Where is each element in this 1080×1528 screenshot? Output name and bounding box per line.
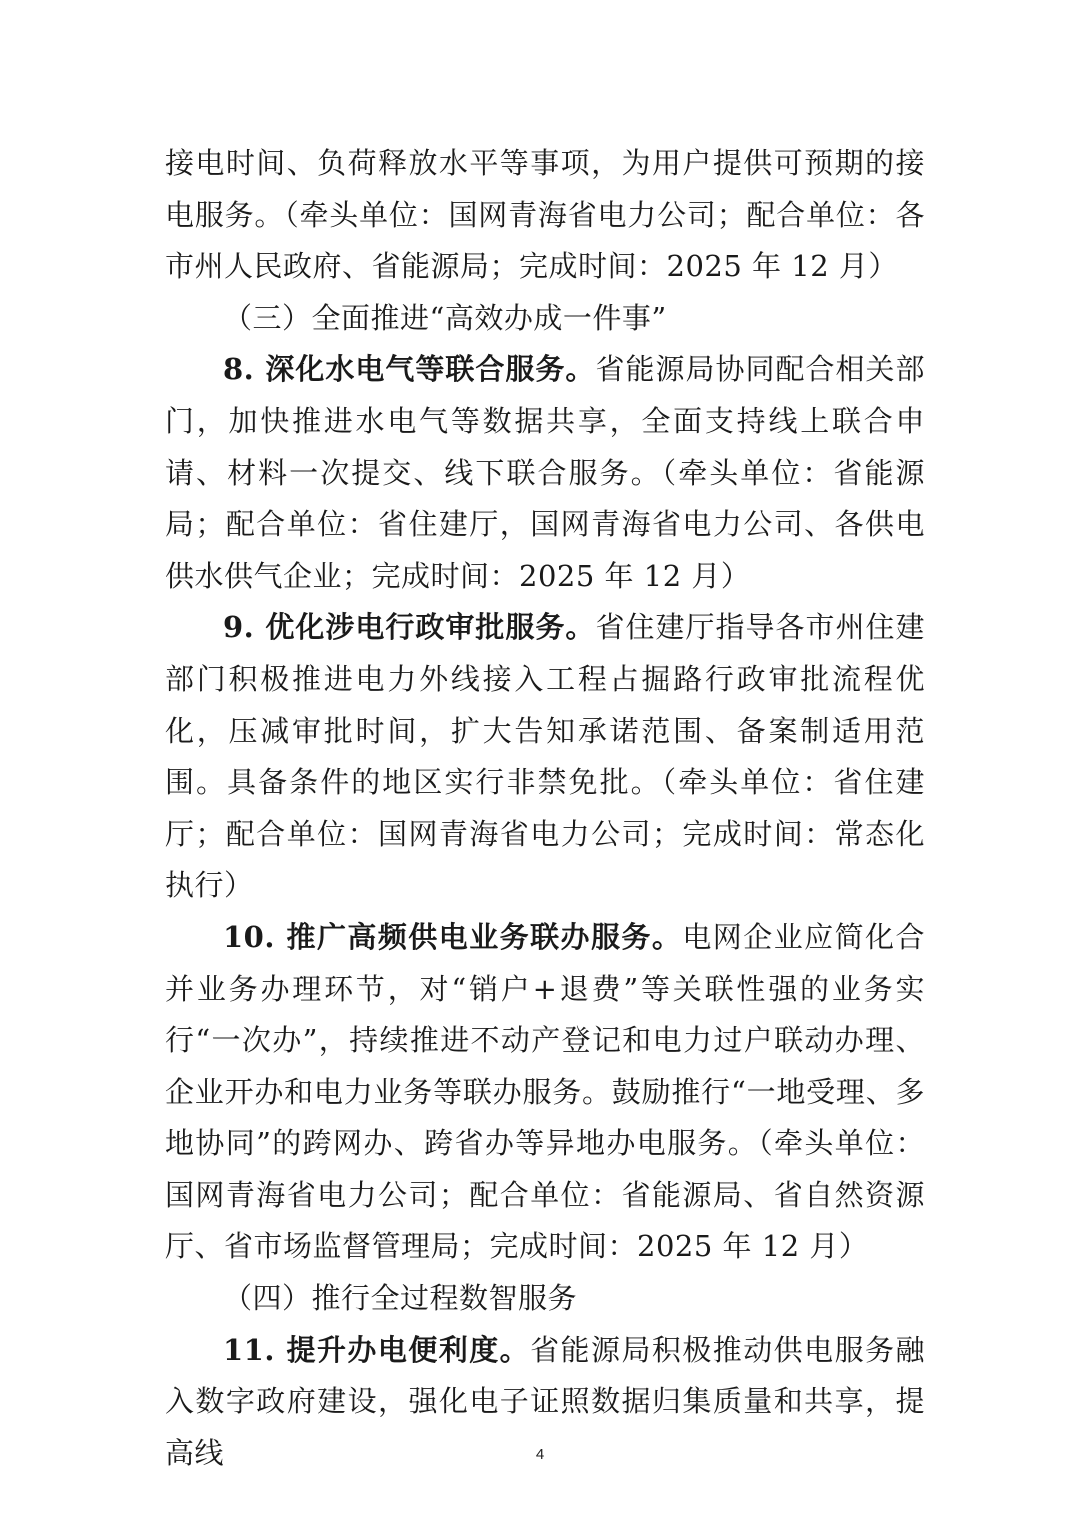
paragraph-item-8: [165, 344, 925, 602]
section-heading-text: （四）推行全过程数智服务: [223, 1281, 578, 1316]
item-lead: 8. 深化水电气等联合服务。: [223, 352, 596, 387]
item-lead: 10. 推广高频供电业务联办服务。: [223, 919, 683, 954]
paragraph-text: 电网企业应简化合并业务办理环节，对“销户+退费”等关联性强的业务实行“一次办”，持续推进不动产登记和电力过户联动办理、企业开办和电力业务等联办服务。鼓励推行“一地受理、多地协同”的跨网办、跨省办等异地办电服务。（牵头单位：国网青海省电力公司；配合单位：省能源局、省自然资源厅、省市场监督管理局；完成时间：2025 年 12 月）: [165, 919, 925, 1264]
section-heading-4: [165, 1273, 925, 1325]
paragraph-text: 接电时间、负荷释放水平等事项，为用户提供可预期的接电服务。（牵头单位：国网青海省电力公司；配合单位：各市州人民政府、省能源局；完成时间：2025 年 12 月）: [165, 146, 925, 284]
section-heading-text: （三）全面推进“高效办成一件事”: [223, 300, 667, 335]
section-heading-3: [165, 293, 925, 345]
paragraph-continuation: [165, 138, 925, 293]
item-lead: 9. 优化涉电行政审批服务。: [223, 610, 596, 645]
paragraph-text: 省住建厅指导各市州住建部门积极推进电力外线接入工程占掘路行政审批流程优化，压减审批时间，扩大告知承诺范围、备案制适用范围。具备条件的地区实行非禁免批。（牵头单位：省住建厅；配合单位：国网青海省电力公司；完成时间：常态化执行）: [165, 610, 925, 903]
document-body: [165, 138, 925, 1479]
paragraph-item-10: [165, 912, 925, 1273]
item-lead: 11. 提升办电便利度。: [223, 1332, 531, 1367]
paragraph-text: 省能源局积极推动供电服务融入数字政府建设，强化电子证照数据归集质量和共享，提高线: [165, 1332, 925, 1470]
paragraph-text: 省能源局协同配合相关部门，加快推进水电气等数据共享，全面支持线上联合申请、材料一次提交、线下联合服务。（牵头单位：省能源局；配合单位：省住建厅，国网青海省电力公司、各供电供水供气企业；完成时间：2025 年 12 月）: [165, 352, 925, 593]
page-number: 4: [535, 1446, 545, 1463]
paragraph-item-9: [165, 602, 925, 912]
